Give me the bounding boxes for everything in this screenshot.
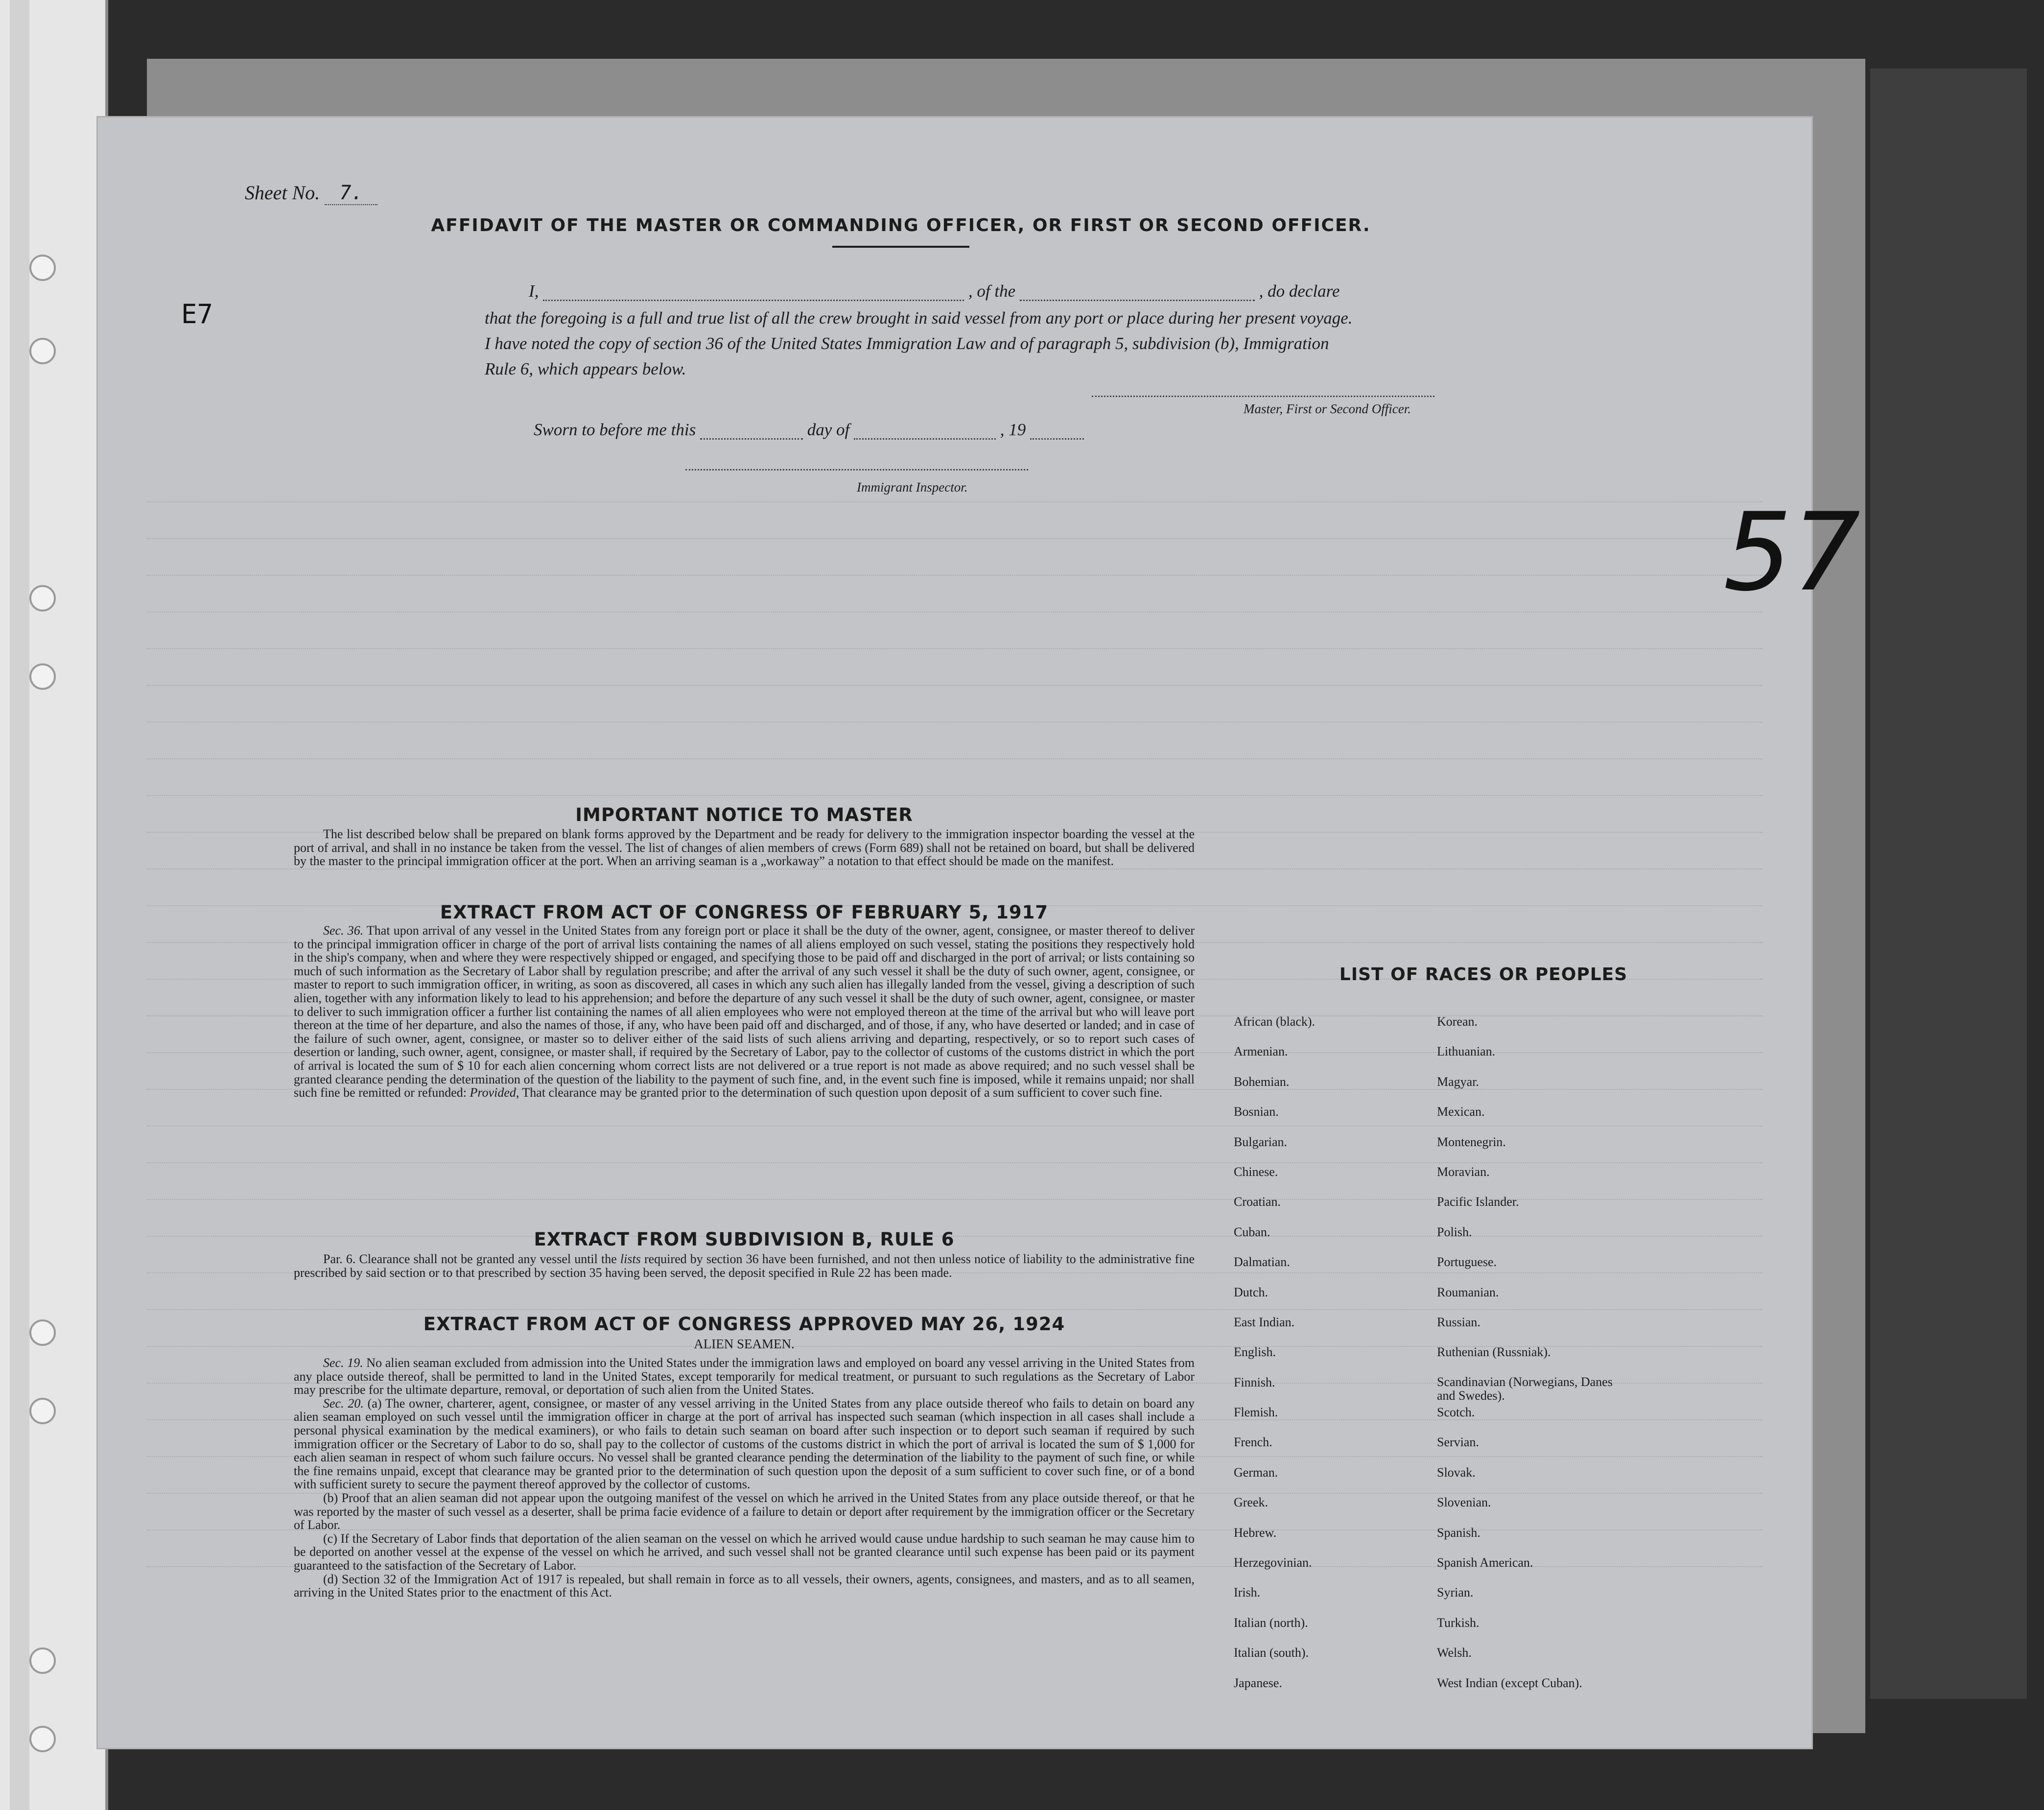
race-item: Bohemian.	[1234, 1074, 1290, 1089]
race-item: Scandinavian (Norwegians, Danes and Swedes).	[1437, 1374, 1613, 1403]
affidavit-of-the: , of the	[968, 282, 1016, 301]
extract-1917-provided: Provided,	[470, 1085, 519, 1100]
extract-1917-section: Sec. 36.	[323, 923, 364, 938]
sheet-number-label: Sheet No.	[245, 182, 320, 204]
sheet-number-value: 7.	[325, 182, 377, 205]
race-item: Korean.	[1437, 1014, 1478, 1029]
extract-1917-text	[294, 924, 1195, 1100]
adjacent-sheet	[1870, 69, 2027, 1699]
race-item: African (black).	[1234, 1014, 1316, 1029]
race-item: Ruthenian (Russniak).	[1437, 1345, 1551, 1360]
affidavit-line-4: Rule 6, which appears below.	[485, 359, 686, 378]
extract-1917-title: EXTRACT FROM ACT OF CONGRESS OF FEBRUARY 5, 1917	[440, 902, 1049, 923]
extract-1924-title: EXTRACT FROM ACT OF CONGRESS APPROVED MAY 26, 1924	[423, 1314, 1065, 1335]
rule6-text-a: Par. 6. Clearance shall not be granted any vessel until the	[323, 1252, 617, 1266]
sec20a-text: (a) The owner, charterer, agent, consignee, or master of any vessel arriving in the United States from any place outside thereof who fails to detain on board any alien seaman employed on such vessel until the immigration officer in charge at the port of arrival has inspected such seaman (which inspection in all cases shall include a personal physical examination by the medical examiners), or who fails to detain such seaman on board after such inspection or to deport such seaman if required by such immigration officer or the Secretary of Labor to do so, shall pay to the collector of customs of the customs district in which the port of arrival is located the sum of $ 1,000 for each alien seaman in respect of whom such failure occurs. No vessel shall be granted clearance pending the determination of the liability to the payment of such fine, or while the fine remains unpaid, except that clearance may be granted prior to the determination of such question upon the deposit of a sum sufficient to cover such fine, or of a bond with sufficient surety to secure the payment thereof approved by the collector of customs.	[294, 1396, 1195, 1492]
inspector-caption: Immigrant Inspector.	[857, 480, 968, 494]
punch-hole	[29, 1398, 56, 1424]
sworn-prefix: Sworn to before me this	[534, 420, 696, 439]
race-item: Moravian.	[1437, 1164, 1490, 1179]
race-item: Armenian.	[1234, 1044, 1288, 1059]
race-item: Mexican.	[1437, 1105, 1485, 1119]
race-item: Russian.	[1437, 1315, 1480, 1329]
punch-hole	[29, 255, 56, 281]
sworn-month-blank	[854, 438, 996, 440]
race-item: French.	[1234, 1435, 1272, 1450]
punch-hole	[29, 585, 56, 611]
race-item: Hebrew.	[1234, 1525, 1277, 1540]
race-item: Bulgarian.	[1234, 1134, 1288, 1149]
race-item: Polish.	[1437, 1224, 1472, 1239]
affidavit-rule	[832, 246, 969, 248]
races-right-column	[1437, 1014, 1613, 1706]
race-item: Croatian.	[1234, 1195, 1281, 1209]
margin-mark-right: 57	[1723, 490, 1860, 615]
extract-1924-subtitle: ALIEN SEAMEN.	[694, 1337, 795, 1351]
race-item: Montenegrin.	[1437, 1134, 1506, 1149]
sec20d-paragraph: (d) Section 32 of the Immigration Act of 1917 is repealed, but shall remain in force as to all vessels, their owners, agents, consignees, and masters, and as to all seamen, arriving in the United States prior to the enactment of this Act.	[294, 1572, 1195, 1600]
race-item: Flemish.	[1234, 1405, 1278, 1420]
race-item: Turkish.	[1437, 1615, 1480, 1630]
margin-mark-left: E7	[181, 299, 213, 329]
inspector-signature-blank	[685, 469, 1028, 470]
race-item: Welsh.	[1437, 1645, 1472, 1660]
race-item: Syrian.	[1437, 1585, 1474, 1600]
race-item: Dalmatian.	[1234, 1255, 1290, 1269]
sheet-number	[245, 181, 377, 204]
race-item: Italian (north).	[1234, 1615, 1308, 1630]
notice-title: IMPORTANT NOTICE TO MASTER	[575, 804, 913, 825]
race-item: Lithuanian.	[1437, 1044, 1496, 1059]
affidavit-i: I,	[529, 282, 539, 301]
sec19-paragraph	[294, 1356, 1195, 1397]
affidavit-do-declare: , do declare	[1259, 282, 1340, 301]
race-item: West Indian (except Cuban).	[1437, 1675, 1582, 1690]
race-item: Pacific Islander.	[1437, 1195, 1519, 1209]
race-item: Roumanian.	[1437, 1285, 1499, 1299]
sec19-label: Sec. 19.	[323, 1356, 363, 1370]
race-item: Herzegovinian.	[1234, 1555, 1312, 1570]
document-page	[98, 118, 1860, 1748]
race-item: Slovak.	[1437, 1465, 1476, 1480]
race-item: Magyar.	[1437, 1074, 1479, 1089]
race-item: Slovenian.	[1437, 1495, 1491, 1510]
affidavit-title: AFFIDAVIT OF THE MASTER OR COMMANDING OFFICER, OR FIRST OR SECOND OFFICER.	[431, 215, 1371, 235]
rule6-text	[294, 1252, 1195, 1279]
punch-hole	[29, 1319, 56, 1346]
race-item: Greek.	[1234, 1495, 1269, 1510]
rule6-title: EXTRACT FROM SUBDIVISION B, RULE 6	[534, 1229, 955, 1250]
race-item: Japanese.	[1234, 1675, 1282, 1690]
race-item: Spanish American.	[1437, 1555, 1533, 1570]
extract-1924-text	[294, 1356, 1195, 1599]
race-item: English.	[1234, 1345, 1276, 1360]
master-caption: Master, First or Second Officer.	[1244, 401, 1411, 416]
race-item: Portuguese.	[1437, 1255, 1497, 1269]
sworn-line	[534, 420, 1084, 440]
page-content	[98, 118, 1860, 1748]
vessel-name-blank	[1020, 300, 1255, 301]
race-item: Irish.	[1234, 1585, 1261, 1600]
binder-edge	[0, 0, 108, 1810]
race-item: German.	[1234, 1465, 1278, 1480]
race-item: Dutch.	[1234, 1285, 1269, 1299]
notice-text: The list described below shall be prepared on blank forms approved by the Department and be ready for delivery to the immigration inspector boarding the vessel at the port of arrival, and shall in no instance be taken from the vessel. The list of changes of alien members of crews (Form 689) shall not be retained on board, but shall be delivered by the master to the principal immigration officer at the port. When an arriving seaman is a „workaway” a notation to that effect should be made on the manifest.	[294, 827, 1195, 869]
sworn-year: , 19	[1000, 420, 1026, 439]
master-name-blank	[543, 300, 964, 301]
extract-1917-body: That upon arrival of any vessel in the United States from any foreign port or place it shall be the duty of the owner, agent, consignee, or master thereof to deliver to the principal immigration officer in charge of the port of arrival lists containing the names of all aliens employed on such vessel, stating the positions they respectively hold in the ship's company, when and where they were respectively shipped or engaged, and specifying those to be paid off and discharged in the port of arrival; or lists containing so much of such information as the Secretary of Labor shall by regulation prescribe; and after the arrival of any such vessel it shall be the duty of such owner, agent, consignee, or master to report to such immigration officer, in writing, as soon as discovered, all cases in which any such alien has illegally landed from the vessel, giving a description of such alien, together with any information likely to lead to his apprehension; and before the departure of any such vessel it shall be the duty of such owner, agent, consignee, or master to deliver to such immigration officer a further list containing the names of all alien employees who were not employed thereon at the time of the arrival but who will leave port thereon at the time of her departure, and also the names of those, if any, who have been paid off and discharged, and of those, if any, who have deserted or landed; and in case of the failure of such owner, agent, consignee, or master so to deliver either of the said lists of such aliens arriving and departing, respectively, or so to report such cases of desertion or landing, such owner, agent, consignee, or master shall, if required by the Secretary of Labor, pay to the collector of customs of the customs district in which the port of arrival is located the sum of $ 10 for each alien concerning whom correct lists are not delivered or a true report is not made as above required; and no such vessel shall be granted clearance pending the determination of the question of the liability to the payment of such fine, and, in the event such fine is imposed, while it remains unpaid; nor shall such fine be remitted or refunded:	[294, 923, 1195, 1100]
punch-hole	[29, 338, 56, 364]
affidavit-line-3: I have noted the copy of section 36 of the United States Immigration Law and of paragraph 5, subdivision (b), Immigration	[485, 334, 1329, 353]
race-item: Bosnian.	[1234, 1105, 1279, 1119]
punch-hole	[29, 663, 56, 690]
sworn-day-of: day of	[807, 420, 850, 439]
rule6-lists: lists	[620, 1252, 641, 1266]
race-item: Spanish.	[1437, 1525, 1480, 1540]
extract-1917-tail: That clearance may be granted prior to the determination of such question upon deposit of a sum sufficient to cover such fine.	[522, 1085, 1163, 1100]
punch-hole	[29, 1647, 56, 1674]
sworn-year-blank	[1030, 438, 1084, 440]
sec20b-paragraph: (b) Proof that an alien seaman did not appear upon the outgoing manifest of the vessel on which he arrived in the United States from any place outside thereof, or that he was reported by the master of such vessel as a deserter, shall be prima facie evidence of a failure to detain or deport after requirement by the immigration officer or the Secretary of Labor.	[294, 1490, 1195, 1532]
sec20a-paragraph	[294, 1397, 1195, 1491]
punch-hole	[29, 1726, 56, 1752]
sec20c-paragraph: (c) If the Secretary of Labor finds that deportation of the alien seaman on the vessel on which he arrived would cause undue hardship to such seaman he may cause him to be deported on another vessel at the expense of the vessel on which he arrived, and such vessel shall not be granted clearance until such expense has been paid or its payment guaranteed to the satisfaction of the Secretary of Labor.	[294, 1531, 1195, 1573]
master-signature-blank	[1092, 396, 1434, 397]
binder-strip	[10, 0, 29, 1810]
race-item: Cuban.	[1234, 1224, 1270, 1239]
race-item: East Indian.	[1234, 1315, 1295, 1329]
sec20-label: Sec. 20.	[323, 1396, 364, 1410]
race-item: Servian.	[1437, 1435, 1479, 1450]
affidavit-line-2: that the foregoing is a full and true list of all the crew brought in said vessel from any port or place during her present voyage.	[485, 308, 1353, 328]
race-item: Scotch.	[1437, 1405, 1475, 1420]
race-item: Chinese.	[1234, 1164, 1278, 1179]
sec19-text: No alien seaman excluded from admission into the United States under the immigration laws and employed on board any vessel arriving in the United States from any place outside thereof, shall be permitted to land in the United States, except temporarily for medical treatment, or pursuant to such regulations as the Secretary of Labor may prescribe for the ultimate departure, removal, or deportation of such alien from the United States.	[294, 1356, 1195, 1397]
races-left-column	[1234, 1014, 1315, 1706]
race-item: Finnish.	[1234, 1375, 1275, 1389]
race-item: Italian (south).	[1234, 1645, 1309, 1660]
races-title: LIST OF RACES OR PEOPLES	[1339, 964, 1628, 985]
rule6-text-b: required by section 36 have been furnished, and not then unless notice of liability to the administrative fine prescribed by said section or to that prescribed by section 35 having been served, the deposit specified in Rule 22 has been made.	[294, 1252, 1195, 1280]
affidavit-declaration-line	[529, 282, 1340, 301]
sworn-day-blank	[700, 438, 803, 440]
